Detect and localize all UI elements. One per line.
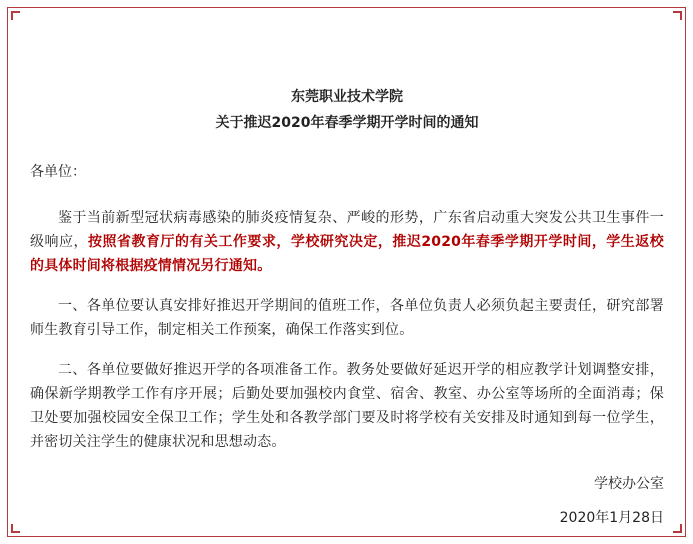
institution-title: 东莞职业技术学院 (291, 89, 403, 105)
corner-ornament (11, 524, 20, 533)
signature: 学校办公室 (594, 476, 664, 492)
paragraph-item-two: 二、各单位要做好推迟开学的各项准备工作。教务处要做好延迟开学的相应教学计划调整安排，确保新学期教学工作有序开展；后勤处要加强校内食堂、宿舍、教室、办公室等场所的全面消毒；保卫处要加强校园安全保卫工作；学生处和各教学部门要及时将学校有关安排及时通知到每一位学生，并密切关注学生的健康状况和思想动态。 (30, 362, 664, 450)
corner-ornament (673, 11, 682, 20)
intro-emphasis-text: 按照省教育厅的有关工作要求，学校研究决定，推迟2020年春季学期开学时间，学生返校的具体时间将根据疫情情况另行通知。 (30, 234, 664, 274)
notice-subtitle: 关于推迟2020年春季学期开学时间的通知 (215, 115, 479, 131)
notice-body (30, 86, 664, 530)
corner-ornament (11, 11, 20, 20)
salutation: 各单位： (30, 164, 86, 180)
corner-ornament (673, 524, 682, 533)
issue-date: 2020年1月28日 (559, 510, 664, 526)
paragraph-item-one: 一、各单位要认真安排好推迟开学期间的值班工作，各单位负责人必须负起主要责任，研究部署师生教育引导工作，制定相关工作预案，确保工作落实到位。 (30, 298, 664, 338)
paragraph-intro (30, 206, 664, 278)
intro-normal-text: 鉴于当前新型冠状病毒感染的肺炎疫情复杂、严峻的形势，广东省启动重大突发公共卫生事件一级响应， (30, 210, 664, 250)
